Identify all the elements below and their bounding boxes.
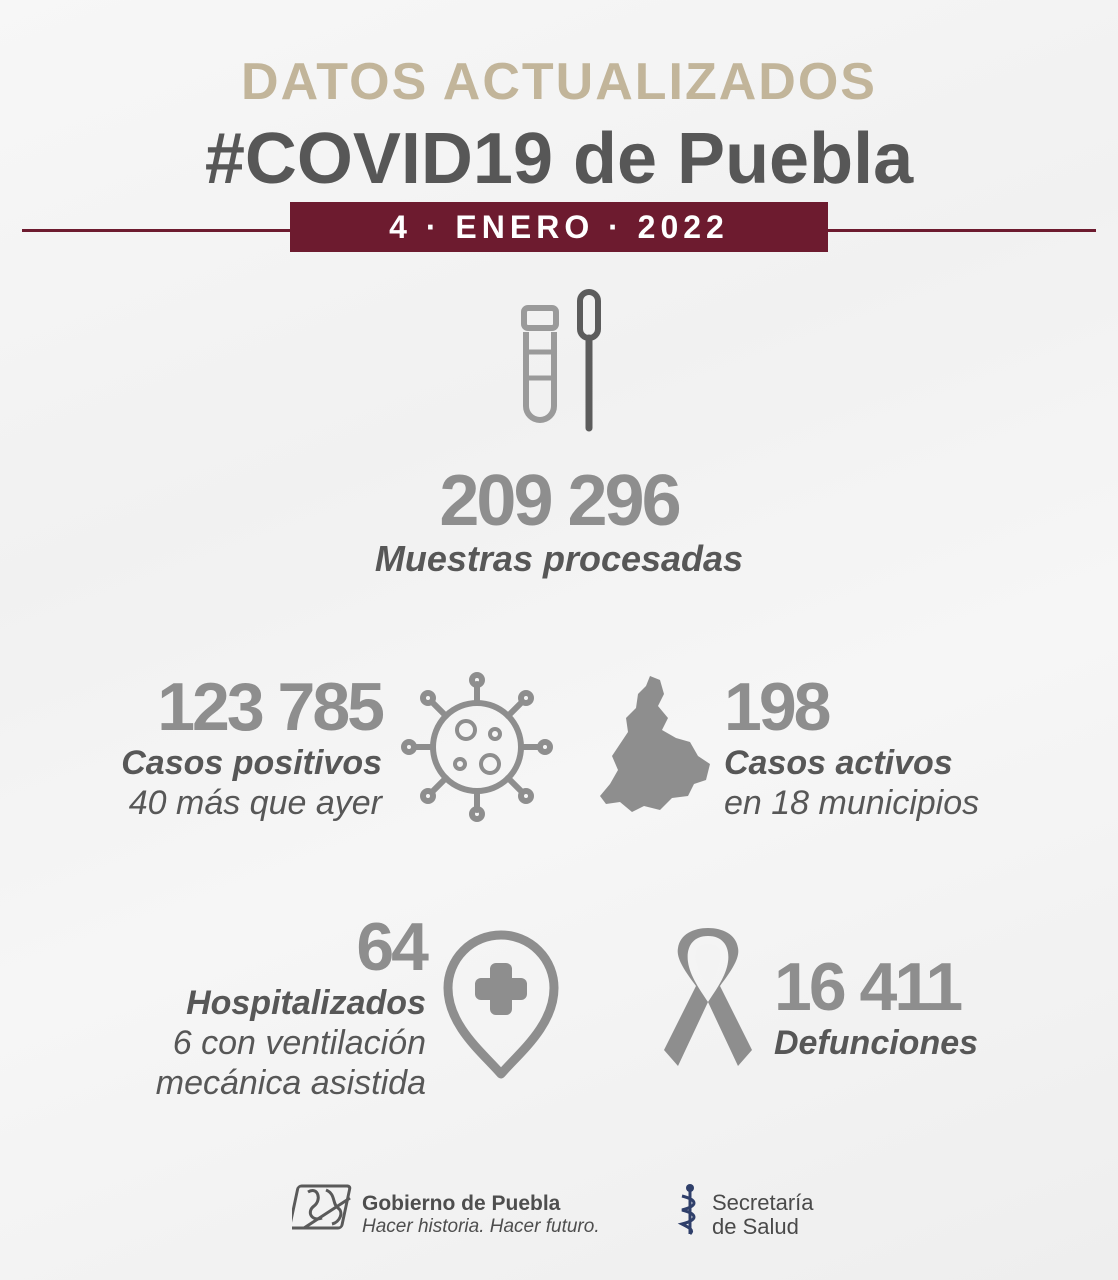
health-line2: de Salud (712, 1214, 799, 1239)
page-title: #COVID19 de Puebla (204, 119, 914, 199)
deaths-label: Defunciones (774, 1024, 979, 1062)
date-rule-right (826, 229, 1096, 232)
puebla-map-icon (598, 672, 713, 817)
virus-icon (400, 672, 555, 822)
gov-name: Gobierno de Puebla (362, 1192, 561, 1215)
health-line1: Secretaría (712, 1190, 814, 1215)
hospitalized-sub1: 6 con ventilación (172, 1024, 426, 1062)
hospitalized-sub2: mecánica asistida (155, 1064, 426, 1102)
active-label: Casos activos (724, 744, 953, 782)
date-banner: 4 · ENERO · 2022 (290, 202, 828, 252)
active-value: 198 (724, 669, 829, 745)
ribbon-icon (656, 926, 761, 1076)
hospital-pin-icon (440, 930, 562, 1080)
gov-slogan: Hacer historia. Hacer futuro. (362, 1216, 600, 1237)
health-caduceus-icon (676, 1182, 704, 1236)
positive-sub: 40 más que ayer (128, 784, 382, 822)
deaths-value: 16 411 (774, 949, 961, 1025)
active-sub: en 18 municipios (724, 784, 980, 822)
puebla-government-logo (292, 1178, 360, 1236)
positive-label: Casos positivos (121, 744, 382, 782)
samples-label: Muestras procesadas (374, 538, 744, 579)
hospitalized-value: 64 (356, 909, 426, 985)
positive-value: 123 785 (157, 669, 382, 745)
header-kicker: DATOS ACTUALIZADOS (241, 53, 877, 111)
samples-value: 209 296 (439, 461, 679, 541)
test-tube-swab-icon (510, 288, 610, 433)
hospitalized-label: Hospitalizados (186, 984, 426, 1022)
date-rule-left (22, 229, 292, 232)
